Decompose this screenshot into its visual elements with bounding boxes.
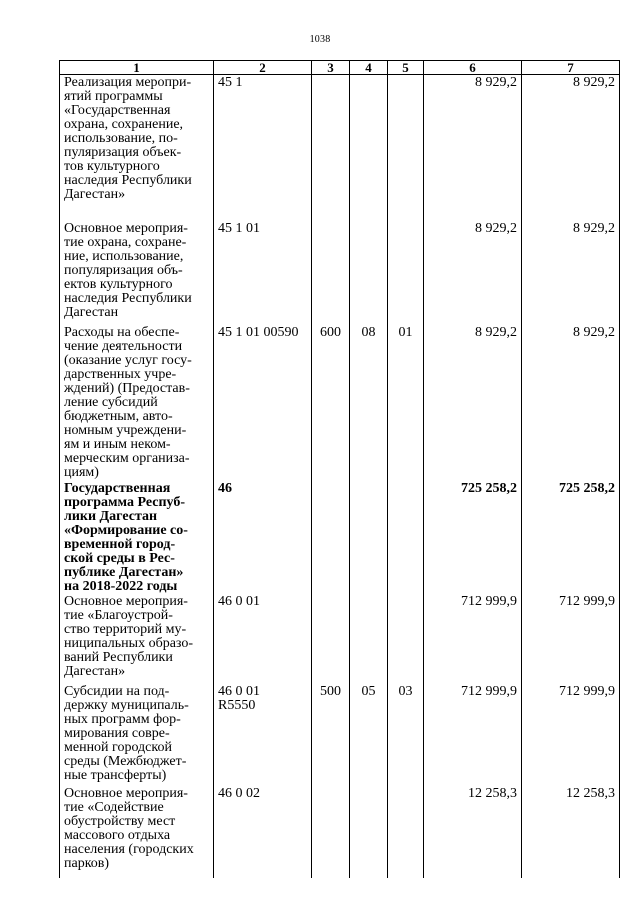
row-value6-cell: 8 929,2 [424, 221, 522, 325]
row-name-line: менной городской [64, 739, 172, 755]
row-name-line: «Формирование со- [64, 522, 188, 538]
row-code-line: 45 1 [218, 75, 243, 90]
row-name-line: ство территорий му- [64, 621, 187, 637]
row-col3-cell: 600 [312, 325, 350, 481]
row-col3-cell [312, 481, 350, 594]
row-name-line: циям) [64, 464, 99, 480]
row-name-line: чение деятельности [64, 338, 183, 354]
row-col5-cell [388, 75, 424, 221]
row-name-cell [60, 221, 214, 325]
row-value6-cell: 712 999,9 [424, 594, 522, 684]
row-name-line: наследия Республики [64, 173, 192, 188]
row-name-line: массового отдыха [64, 827, 171, 843]
row-code-cell [214, 594, 312, 684]
row-name-line: ждений) (Предостав- [64, 380, 190, 396]
row-name-line: (оказание услуг госу- [64, 352, 192, 368]
column-number-row [60, 61, 620, 75]
row-name-cell [60, 684, 214, 786]
row-name-line: Дагестан [64, 304, 119, 320]
table-body [60, 75, 620, 878]
row-col4-cell [350, 481, 388, 594]
row-name-line: ятий программы [64, 89, 163, 104]
row-name-line: Основное мероприя- [64, 785, 188, 801]
row-name-line: Расходы на обеспе- [64, 324, 180, 340]
row-col4-cell [350, 75, 388, 221]
row-code-cell [214, 221, 312, 325]
table-row [60, 481, 620, 594]
row-name-cell [60, 594, 214, 684]
row-value7-cell: 8 929,2 [522, 325, 620, 481]
column-header-2: 2 [214, 61, 312, 75]
row-value7-cell: 12 258,3 [522, 786, 620, 878]
row-col3-cell [312, 75, 350, 221]
row-col4-cell [350, 594, 388, 684]
row-name-line: популяризация объ- [64, 262, 183, 278]
row-name-line: обустройству мест [64, 813, 176, 829]
row-name-line: Основное мероприя- [64, 593, 188, 609]
table-row [60, 75, 620, 221]
column-header-4: 4 [350, 61, 388, 75]
row-value6-cell: 8 929,2 [424, 75, 522, 221]
row-name-line: среды (Межбюджет- [64, 753, 187, 769]
row-name-cell [60, 481, 214, 594]
row-name-line: охрана, сохранение, [64, 117, 184, 132]
row-name-line: временной город- [64, 536, 176, 552]
row-name-line: ных программ фор- [64, 711, 181, 727]
row-name-line: ление субсидий [64, 394, 158, 410]
row-value7-cell: 712 999,9 [522, 594, 620, 684]
row-name-cell [60, 75, 214, 221]
row-value7-cell: 725 258,2 [522, 481, 620, 594]
row-col4-cell: 08 [350, 325, 388, 481]
row-name-line: ные трансферты) [64, 767, 167, 783]
row-col5-cell [388, 481, 424, 594]
row-value7-cell: 712 999,9 [522, 684, 620, 786]
row-name-line: наследия Республики [64, 290, 192, 306]
row-value6-cell: 8 929,2 [424, 325, 522, 481]
row-name-line: тие «Благоустрой- [64, 607, 173, 623]
row-code-cell [214, 325, 312, 481]
row-name-line: программа Респуб- [64, 494, 185, 510]
row-value6-cell: 12 258,3 [424, 786, 522, 878]
row-code-cell [214, 481, 312, 594]
row-col5-cell: 03 [388, 684, 424, 786]
column-header-1: 1 [60, 61, 214, 75]
row-name-line: мерческим организа- [64, 450, 190, 466]
row-name-line: Дагестан» [64, 663, 126, 679]
row-name-line: номным учреждени- [64, 422, 187, 438]
row-name-line: парков) [64, 855, 110, 871]
row-col3-cell [312, 221, 350, 325]
row-name-line: использование, по- [64, 131, 178, 146]
row-code-line: 45 1 01 [218, 220, 260, 236]
row-col3-cell [312, 594, 350, 684]
table-row [60, 786, 620, 878]
row-col5-cell [388, 221, 424, 325]
row-value6-cell: 725 258,2 [424, 481, 522, 594]
row-code-line: R5550 [218, 697, 256, 713]
row-col4-cell: 05 [350, 684, 388, 786]
row-name-line: ваний Республики [64, 649, 173, 665]
row-col4-cell [350, 786, 388, 878]
row-value6-cell: 712 999,9 [424, 684, 522, 786]
row-name-line: тие «Содействие [64, 799, 164, 815]
row-name-line: ниципальных образо- [64, 635, 194, 651]
table-row [60, 594, 620, 684]
row-code-line: 46 [218, 480, 232, 496]
row-name-cell [60, 786, 214, 878]
column-header-5: 5 [388, 61, 424, 75]
row-col4-cell [350, 221, 388, 325]
table-row [60, 325, 620, 481]
row-name-line: мирования совре- [64, 725, 170, 741]
row-col5-cell [388, 786, 424, 878]
page-number: 1038 [309, 34, 331, 45]
column-header-3: 3 [312, 61, 350, 75]
row-name-line: на 2018-2022 годы [64, 578, 178, 594]
row-value7-cell: 8 929,2 [522, 221, 620, 325]
row-name-line: тие охрана, сохране- [64, 234, 187, 250]
row-name-line: ние, использование, [64, 248, 184, 264]
row-name-line: «Государственная [64, 103, 171, 118]
row-name-line: Дагестан» [64, 187, 126, 202]
row-name-line: Государственная [64, 480, 171, 496]
row-code-line: 46 0 01 [218, 683, 260, 699]
row-name-line: Субсидии на под- [64, 683, 170, 699]
table-row [60, 221, 620, 325]
table-row [60, 684, 620, 786]
row-code-line: 46 0 02 [218, 785, 260, 801]
row-name-line: населения (городских [64, 841, 194, 857]
column-header-6: 6 [424, 61, 522, 75]
row-name-line: бюджетным, авто- [64, 408, 173, 424]
column-header-7: 7 [522, 61, 620, 75]
row-code-line: 46 0 01 [218, 593, 260, 609]
row-code-line: 45 1 01 00590 [218, 324, 299, 340]
row-name-line: ектов культурного [64, 276, 173, 292]
row-name-line: дарственных учре- [64, 366, 177, 382]
row-name-line: Реализация меропри- [64, 75, 192, 90]
row-col3-cell [312, 786, 350, 878]
row-col3-cell: 500 [312, 684, 350, 786]
row-name-line: держку муниципаль- [64, 697, 189, 713]
row-name-line: ям и иным неком- [64, 436, 171, 452]
row-code-cell [214, 75, 312, 221]
row-name-line: тов культурного [64, 159, 160, 174]
row-name-line: пуляризация объек- [64, 145, 182, 160]
row-code-cell [214, 786, 312, 878]
row-name-line: публике Дагестан» [64, 564, 184, 580]
row-name-line: Основное мероприя- [64, 220, 188, 236]
row-name-cell [60, 325, 214, 481]
row-name-line: ской среды в Рес- [64, 550, 175, 566]
row-value7-cell: 8 929,2 [522, 75, 620, 221]
row-col5-cell [388, 594, 424, 684]
row-name-line: лики Дагестан [64, 508, 158, 524]
row-code-cell [214, 684, 312, 786]
budget-table [59, 60, 620, 878]
row-col5-cell: 01 [388, 325, 424, 481]
